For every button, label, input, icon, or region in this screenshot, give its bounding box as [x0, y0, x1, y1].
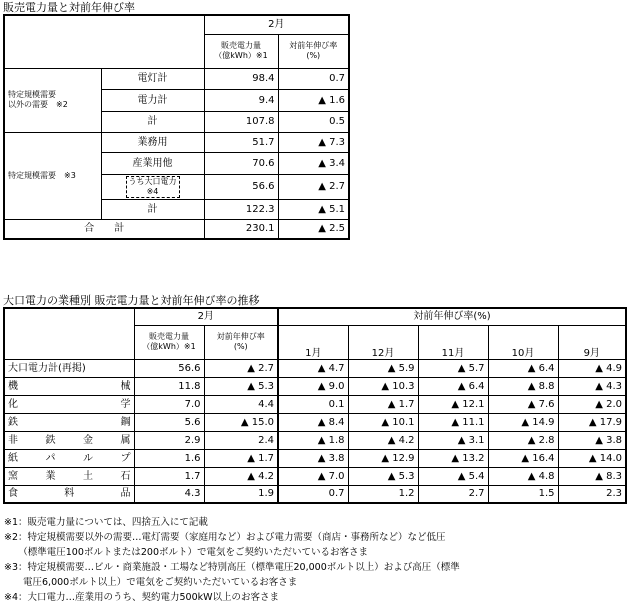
- industry-hist-growth: ▲ 1.7: [348, 395, 418, 413]
- month-header: 11月: [418, 325, 488, 359]
- industry-growth: ▲ 15.0: [204, 413, 278, 431]
- table2-sales-header: 販売電力量 （億kWh）※1: [134, 325, 204, 359]
- industry-hist-growth: 2.7: [418, 485, 488, 503]
- industry-hist-growth: 2.3: [558, 485, 626, 503]
- industry-growth: ▲ 5.3: [204, 377, 278, 395]
- row-growth: ▲ 1.6: [278, 89, 349, 111]
- footnote: （標準電圧100ボルトまたは200ボルト）で電気をご契約いただいているお客さま: [4, 547, 369, 558]
- row-sales: 51.7: [204, 132, 278, 152]
- header-blank: [4, 308, 134, 359]
- industry-label: 窯業土石: [4, 467, 134, 485]
- month-header: 10月: [488, 325, 558, 359]
- industry-growth: 2.4: [204, 431, 278, 449]
- industry-table: [3, 307, 627, 504]
- industry-hist-growth: 0.7: [278, 485, 348, 503]
- industry-hist-growth: ▲ 3.1: [418, 431, 488, 449]
- industry-hist-growth: ▲ 9.0: [278, 377, 348, 395]
- footnote: ※1：販売電力量については、四捨五入にて記載: [4, 517, 208, 528]
- row-growth: ▲ 3.4: [278, 152, 349, 174]
- industry-hist-growth: ▲ 5.7: [418, 359, 488, 377]
- group1-label: 特定規模需要 以外の需要 ※2: [4, 68, 101, 132]
- industry-hist-growth: 1.2: [348, 485, 418, 503]
- industry-hist-growth: ▲ 3.8: [558, 431, 626, 449]
- total-sales: 230.1: [204, 219, 278, 239]
- industry-sales: 7.0: [134, 395, 204, 413]
- growth-group-header: 対前年伸び率(%): [278, 308, 626, 325]
- table1-month-header: 2月: [204, 15, 349, 34]
- table2-month-header: 2月: [134, 308, 278, 325]
- footnote: ※3：特定規模需要…ビル・商業施設・工場など特別高圧（標準電圧20,000ボルト以上）および高圧（標準: [4, 562, 460, 573]
- sales-table: [3, 14, 350, 240]
- industry-hist-growth: 1.5: [488, 485, 558, 503]
- industry-hist-growth: ▲ 2.8: [488, 431, 558, 449]
- row-label: 電力計: [101, 89, 204, 111]
- industry-hist-growth: ▲ 3.8: [278, 449, 348, 467]
- industry-sales: 1.6: [134, 449, 204, 467]
- row-sales: 98.4: [204, 68, 278, 89]
- industry-hist-growth: ▲ 8.3: [558, 467, 626, 485]
- row-sales: 9.4: [204, 89, 278, 111]
- industry-hist-growth: ▲ 7.6: [488, 395, 558, 413]
- table1-title: 販売電力量と対前年伸び率: [3, 1, 135, 14]
- table1-growth-header: 対前年伸び率 (%): [278, 34, 349, 68]
- footnotes: [4, 515, 460, 605]
- industry-sales: 4.3: [134, 485, 204, 503]
- industry-growth: ▲ 2.7: [204, 359, 278, 377]
- industry-label: 非鉄金属: [4, 431, 134, 449]
- row-growth: 0.7: [278, 68, 349, 89]
- row-label: 産業用他: [101, 152, 204, 174]
- industry-growth: ▲ 1.7: [204, 449, 278, 467]
- industry-hist-growth: ▲ 12.9: [348, 449, 418, 467]
- industry-sales: 5.6: [134, 413, 204, 431]
- row-sales: 107.8: [204, 111, 278, 132]
- industry-label: 鉄鋼: [4, 413, 134, 431]
- industry-hist-growth: ▲ 5.9: [348, 359, 418, 377]
- industry-hist-growth: ▲ 14.0: [558, 449, 626, 467]
- industry-row: [4, 395, 626, 413]
- footnote: ※2：特定規模需要以外の需要…電灯需要（家庭用など）および電力需要（商店・事務所など）など低圧: [4, 532, 446, 543]
- industry-hist-growth: ▲ 16.4: [488, 449, 558, 467]
- table2-title: 大口電力の業種別 販売電力量と対前年伸び率の推移: [3, 294, 260, 307]
- group2-label: 特定規模需要 ※3: [4, 132, 101, 219]
- industry-label: 大口電力計(再掲): [4, 359, 134, 377]
- row-label: 計: [101, 111, 204, 132]
- row-sales: 70.6: [204, 152, 278, 174]
- month-header: 12月: [348, 325, 418, 359]
- row-growth: 0.5: [278, 111, 349, 132]
- row-label: 業務用: [101, 132, 204, 152]
- industry-sales: 11.8: [134, 377, 204, 395]
- industry-hist-growth: ▲ 4.3: [558, 377, 626, 395]
- industry-hist-growth: ▲ 4.7: [278, 359, 348, 377]
- industry-hist-growth: ▲ 17.9: [558, 413, 626, 431]
- industry-label: 化学: [4, 395, 134, 413]
- industry-growth: 1.9: [204, 485, 278, 503]
- month-header: 1月: [278, 325, 348, 359]
- row-sales: 56.6: [204, 174, 278, 199]
- industry-growth: 4.4: [204, 395, 278, 413]
- row-growth: ▲ 7.3: [278, 132, 349, 152]
- row-sales: 122.3: [204, 199, 278, 219]
- industry-row: [4, 377, 626, 395]
- footnote: 電圧6,000ボルト以上）で電気をご契約いただいているお客さま: [4, 577, 298, 588]
- industry-growth: ▲ 4.2: [204, 467, 278, 485]
- row-label: うち大口電力 ※4: [126, 176, 180, 198]
- header-blank: [4, 15, 204, 68]
- industry-hist-growth: ▲ 10.3: [348, 377, 418, 395]
- industry-sales: 2.9: [134, 431, 204, 449]
- industry-hist-growth: ▲ 4.8: [488, 467, 558, 485]
- industry-row: [4, 359, 626, 377]
- industry-sales: 1.7: [134, 467, 204, 485]
- industry-hist-growth: ▲ 8.4: [278, 413, 348, 431]
- industry-hist-growth: ▲ 8.8: [488, 377, 558, 395]
- table2-growth-header: 対前年伸び率 (%): [204, 325, 278, 359]
- footnote: ※4：大口電力…産業用のうち、契約電力500kW以上のお客さま: [4, 592, 280, 603]
- industry-hist-growth: 0.1: [278, 395, 348, 413]
- total-growth: ▲ 2.5: [278, 219, 349, 239]
- industry-row: [4, 485, 626, 503]
- row-label: 電灯計: [101, 68, 204, 89]
- industry-hist-growth: ▲ 12.1: [418, 395, 488, 413]
- industry-hist-growth: ▲ 6.4: [418, 377, 488, 395]
- industry-row: [4, 449, 626, 467]
- industry-row: [4, 413, 626, 431]
- industry-label: 食料品: [4, 485, 134, 503]
- industry-row: [4, 467, 626, 485]
- month-header: 9月: [558, 325, 626, 359]
- row-label: 計: [101, 199, 204, 219]
- industry-hist-growth: ▲ 6.4: [488, 359, 558, 377]
- industry-hist-growth: ▲ 4.9: [558, 359, 626, 377]
- row-label-cell: [101, 174, 204, 199]
- row-growth: ▲ 5.1: [278, 199, 349, 219]
- industry-hist-growth: ▲ 4.2: [348, 431, 418, 449]
- total-label: 合 計: [4, 219, 204, 239]
- industry-hist-growth: ▲ 5.3: [348, 467, 418, 485]
- industry-label: 紙パルプ: [4, 449, 134, 467]
- industry-hist-growth: ▲ 10.1: [348, 413, 418, 431]
- industry-hist-growth: ▲ 1.8: [278, 431, 348, 449]
- industry-row: [4, 431, 626, 449]
- industry-hist-growth: ▲ 14.9: [488, 413, 558, 431]
- industry-hist-growth: ▲ 2.0: [558, 395, 626, 413]
- industry-hist-growth: ▲ 13.2: [418, 449, 488, 467]
- industry-label: 機械: [4, 377, 134, 395]
- table1-sales-header: 販売電力量 （億kWh）※1: [204, 34, 278, 68]
- row-growth: ▲ 2.7: [278, 174, 349, 199]
- industry-hist-growth: ▲ 7.0: [278, 467, 348, 485]
- industry-hist-growth: ▲ 5.4: [418, 467, 488, 485]
- industry-hist-growth: ▲ 11.1: [418, 413, 488, 431]
- industry-sales: 56.6: [134, 359, 204, 377]
